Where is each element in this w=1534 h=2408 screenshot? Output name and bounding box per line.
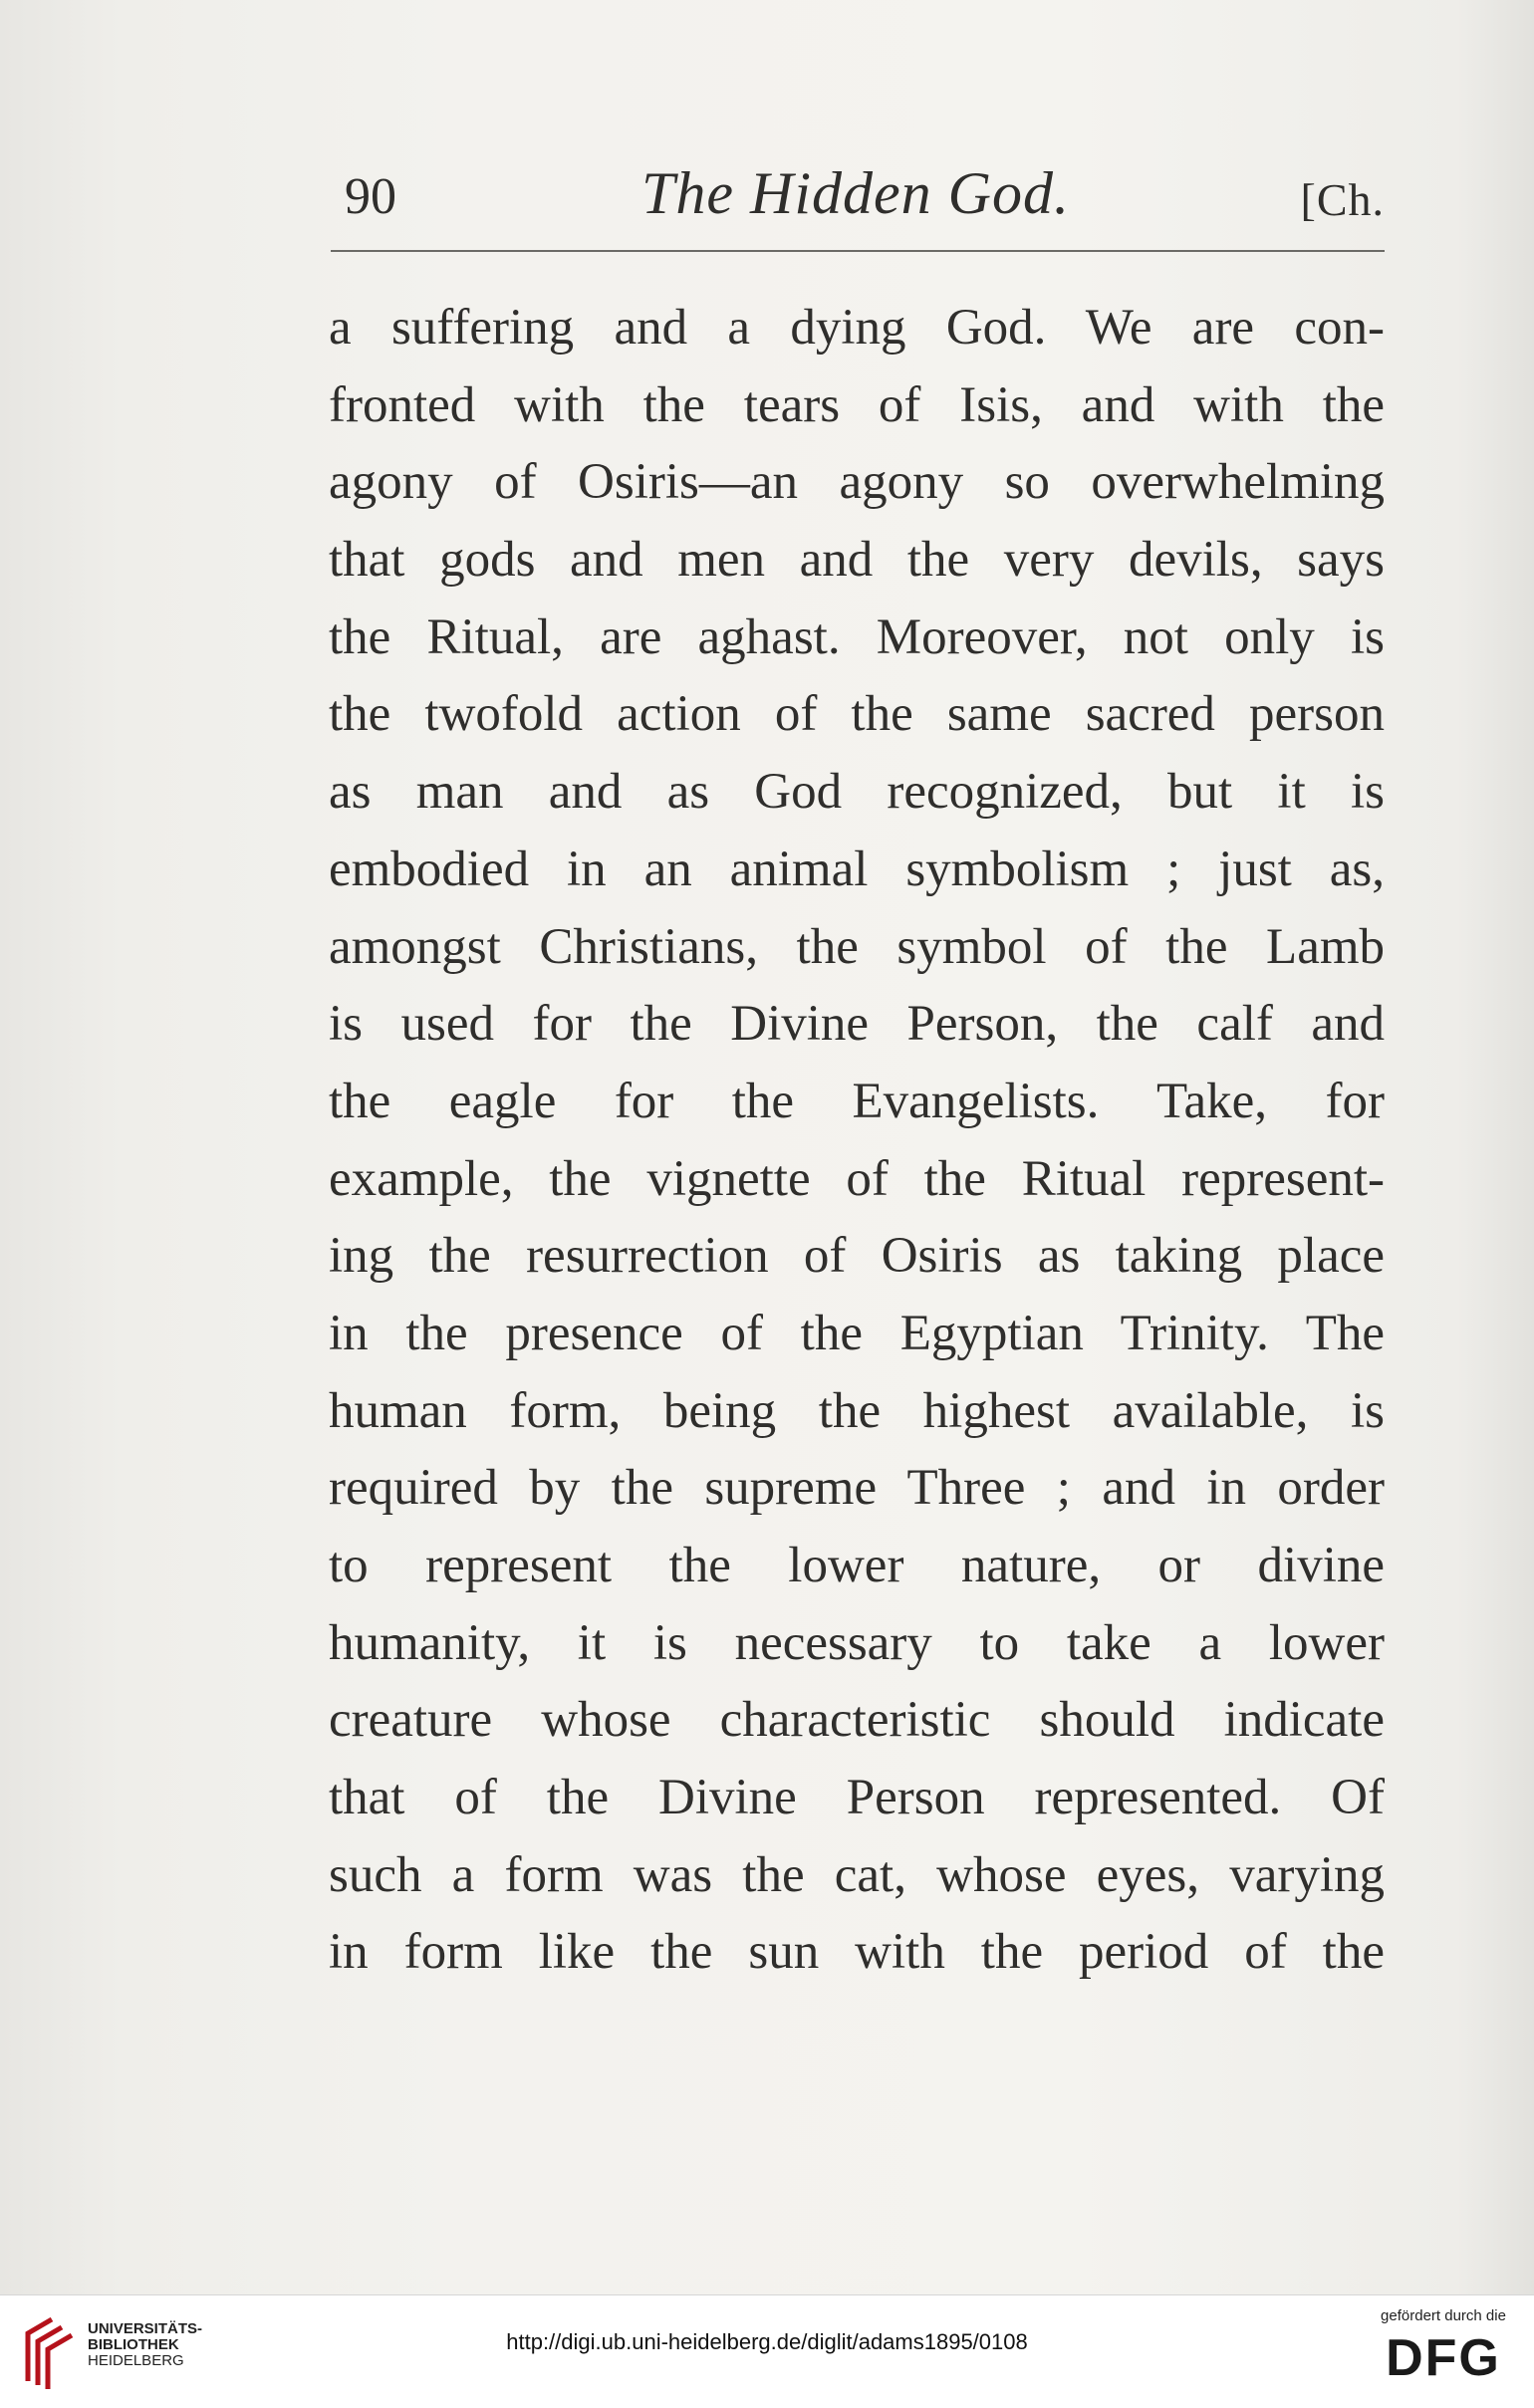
text-line: as man and as God recognized, but it is <box>329 764 1385 821</box>
library-name-line: HEIDELBERG <box>88 2352 184 2369</box>
text-line: is used for the Divine Person, the calf and <box>329 996 1385 1053</box>
text-line: example, the vignette of the Ritual represent- <box>329 1150 1385 1207</box>
text-line: the twofold action of the same sacred person <box>329 686 1385 743</box>
text-line: such a form was the cat, whose eyes, varying <box>329 1846 1385 1903</box>
text-line: humanity, it is necessary to take a lower <box>329 1614 1385 1671</box>
library-name-line: BIBLIOTHEK <box>88 2336 179 2353</box>
text-line: the Ritual, are aghast. Moreover, not only is <box>329 608 1385 665</box>
text-line: required by the supreme Three ; and in order <box>329 1460 1385 1517</box>
text-line: embodied in an animal symbolism ; just as, <box>329 841 1385 897</box>
text-line: that gods and men and the very devils, says <box>329 532 1385 589</box>
text-line: fronted with the tears of Isis, and with the <box>329 376 1385 433</box>
text-line: amongst Christians, the symbol of the Lamb <box>329 918 1385 975</box>
dfg-logo: DFG <box>1386 2329 1501 2387</box>
chapter-mark: [Ch. <box>1300 174 1385 225</box>
text-line: that of the Divine Person represented. Of <box>329 1770 1385 1826</box>
text-line: in the presence of the Egyptian Trinity. The <box>329 1305 1385 1361</box>
text-line: agony of Osiris—an agony so overwhelming <box>329 454 1385 511</box>
text-line: the eagle for the Evangelists. Take, for <box>329 1073 1385 1129</box>
permalink[interactable]: http://digi.ub.uni-heidelberg.de/diglit/adams1895/0108 <box>506 2329 1028 2354</box>
library-name-line: UNIVERSITÄTS- <box>88 2320 203 2337</box>
text-line: to represent the lower nature, or divine <box>329 1538 1385 1593</box>
running-header <box>327 159 1385 239</box>
text-line: creature whose characteristic should indicate <box>329 1692 1385 1749</box>
text-line: in form like the sun with the period of the <box>329 1924 1385 1981</box>
text-line: human form, being the highest available, is <box>329 1382 1385 1439</box>
page-number: 90 <box>345 168 396 225</box>
text-line: a suffering and a dying God. We are con- <box>329 300 1385 356</box>
body-text <box>329 290 1385 1992</box>
text-line: ing the resurrection of Osiris as taking place <box>329 1228 1385 1285</box>
running-title: The Hidden God. <box>641 160 1070 226</box>
viewer-footer <box>0 2294 1534 2408</box>
funding-notice <box>1369 2307 1518 2388</box>
header-rule <box>331 250 1385 252</box>
funding-label: gefördert durch die <box>1381 2307 1506 2324</box>
